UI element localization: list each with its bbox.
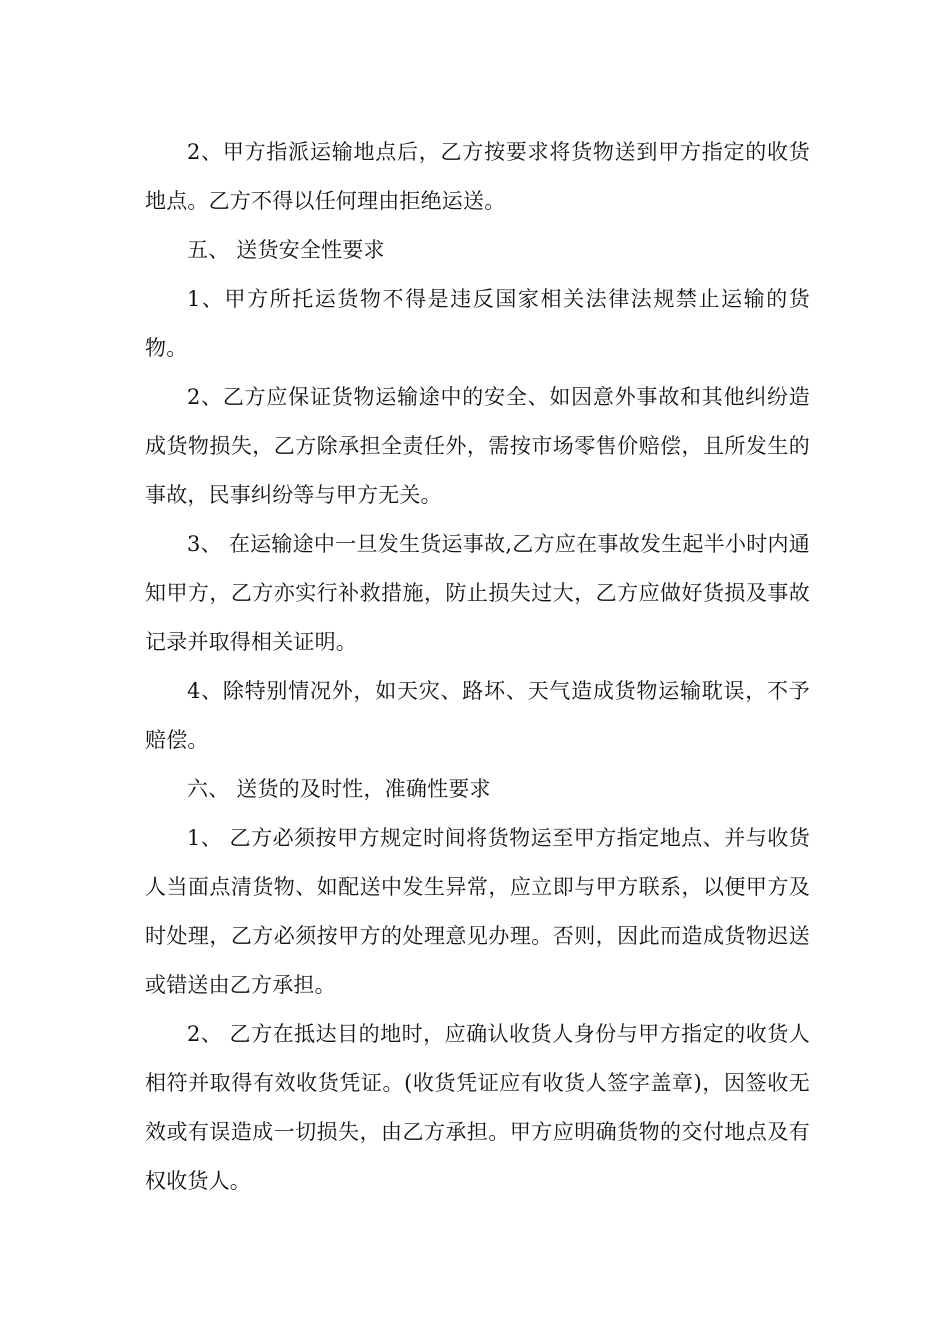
clause-5-3: 3、 在运输途中一旦发生货运事故,乙方应在事故发生起半小时内通知甲方，乙方亦实行补救措施，防止损失过大，乙方应做好货损及事故记录并取得相关证明。 bbox=[145, 532, 810, 654]
section-heading-6: 六、 送货的及时性，准确性要求 bbox=[187, 777, 491, 801]
clause-6-2: 2、 乙方在抵达目的地时，应确认收货人身份与甲方指定的收货人相符并取得有效收货凭证。(收货凭证应有收货人签字盖章)，因签收无效或有误造成一切损失，由乙方承担。甲方应明确货物的交付地点及有权收货人。 bbox=[145, 1022, 810, 1193]
document-body bbox=[145, 128, 810, 1206]
clause-5-2: 2、乙方应保证货物运输途中的安全、如因意外事故和其他纠纷造成货物损失，乙方除承担全责任外，需按市场零售价赔偿，且所发生的事故，民事纠纷等与甲方无关。 bbox=[145, 385, 810, 507]
clause-5-4: 4、除特别情况外，如天灾、路坏、天气造成货物运输耽误，不予赔偿。 bbox=[145, 679, 810, 752]
clause-5-1: 1、甲方所托运货物不得是违反国家相关法律法规禁止运输的货物。 bbox=[145, 287, 810, 360]
clause-4-2: 2、甲方指派运输地点后，乙方按要求将货物送到甲方指定的收货地点。乙方不得以任何理由拒绝运送。 bbox=[145, 140, 810, 213]
section-heading-5: 五、 送货安全性要求 bbox=[187, 238, 385, 262]
clause-6-1: 1、 乙方必须按甲方规定时间将货物运至甲方指定地点、并与收货人当面点清货物、如配送中发生异常，应立即与甲方联系，以便甲方及时处理，乙方必须按甲方的处理意见办理。否则，因此而造成货物迟送或错送由乙方承担。 bbox=[145, 826, 810, 997]
